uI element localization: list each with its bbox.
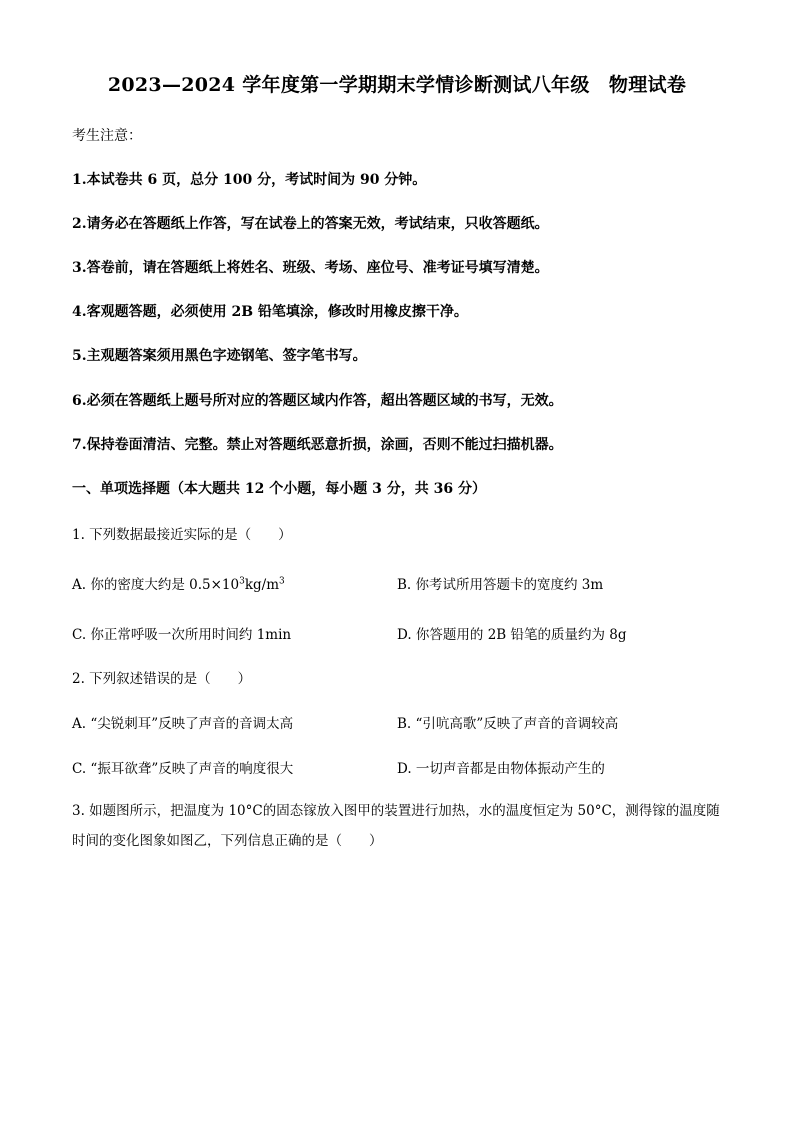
- exponent: 3: [279, 576, 285, 587]
- question-1-option-b: B. 你考试所用答题卡的宽度约 3m: [397, 577, 604, 593]
- page-title: 2023—2024 学年度第一学期期末学情诊断测试八年级 物理试卷: [107, 74, 687, 96]
- notice-item-7: 7.保持卷面清洁、完整。禁止对答题纸恶意折损，涂画，否则不能过扫描机器。: [72, 437, 563, 453]
- question-1-stem: 1. 下列数据最接近实际的是（ ）: [72, 527, 292, 543]
- notice-item-2: 2.请务必在答题纸上作答，写在试卷上的答案无效，考试结束，只收答题纸。: [72, 216, 549, 232]
- question-2-stem: 2. 下列叙述错误的是（ ）: [72, 671, 252, 687]
- question-2-option-a: A. “尖锐刺耳”反映了声音的音调太高: [72, 716, 294, 732]
- section-heading: 一、单项选择题（本大题共 12 个小题，每小题 3 分，共 36 分）: [72, 481, 486, 497]
- question-2-option-d: D. 一切声音都是由物体振动产生的: [397, 761, 605, 777]
- question-1-option-c: C. 你正常呼吸一次所用时间约 1min: [72, 627, 292, 643]
- notice-item-1: 1.本试卷共 6 页，总分 100 分，考试时间为 90 分钟。: [72, 172, 427, 188]
- question-2-option-c: C. “振耳欲聋”反映了声音的响度很大: [72, 761, 294, 777]
- notice-heading: 考生注意：: [72, 128, 142, 144]
- notice-item-5: 5.主观题答案须用黑色字迹钢笔、签字笔书写。: [72, 348, 367, 364]
- exponent: 3: [239, 576, 245, 587]
- option-a-text: A. 你的密度大约是 0.5×10: [72, 577, 240, 593]
- question-1-option-a: [72, 573, 285, 593]
- question-1-option-d: D. 你答题用的 2B 铅笔的质量约为 8g: [397, 627, 627, 643]
- notice-item-3: 3.答卷前，请在答题纸上将姓名、班级、考场、座位号、准考证号填写清楚。: [72, 260, 549, 276]
- notice-item-4: 4.客观题答题，必须使用 2B 铅笔填涂，修改时用橡皮擦干净。: [72, 304, 468, 320]
- question-3-stem: 3. 如题图所示，把温度为 10°C的固态镓放入图甲的装置进行加热，水的温度恒定为 50°C，测得镓的温度随时间的变化图象如图乙，下列信息正确的是（ ）: [72, 803, 720, 849]
- question-2-option-b: B. “引吭高歌”反映了声音的音调较高: [397, 716, 619, 732]
- unit-text: kg/m: [244, 577, 279, 593]
- notice-item-6: 6.必须在答题纸上题号所对应的答题区域内作答，超出答题区域的书写，无效。: [72, 393, 563, 409]
